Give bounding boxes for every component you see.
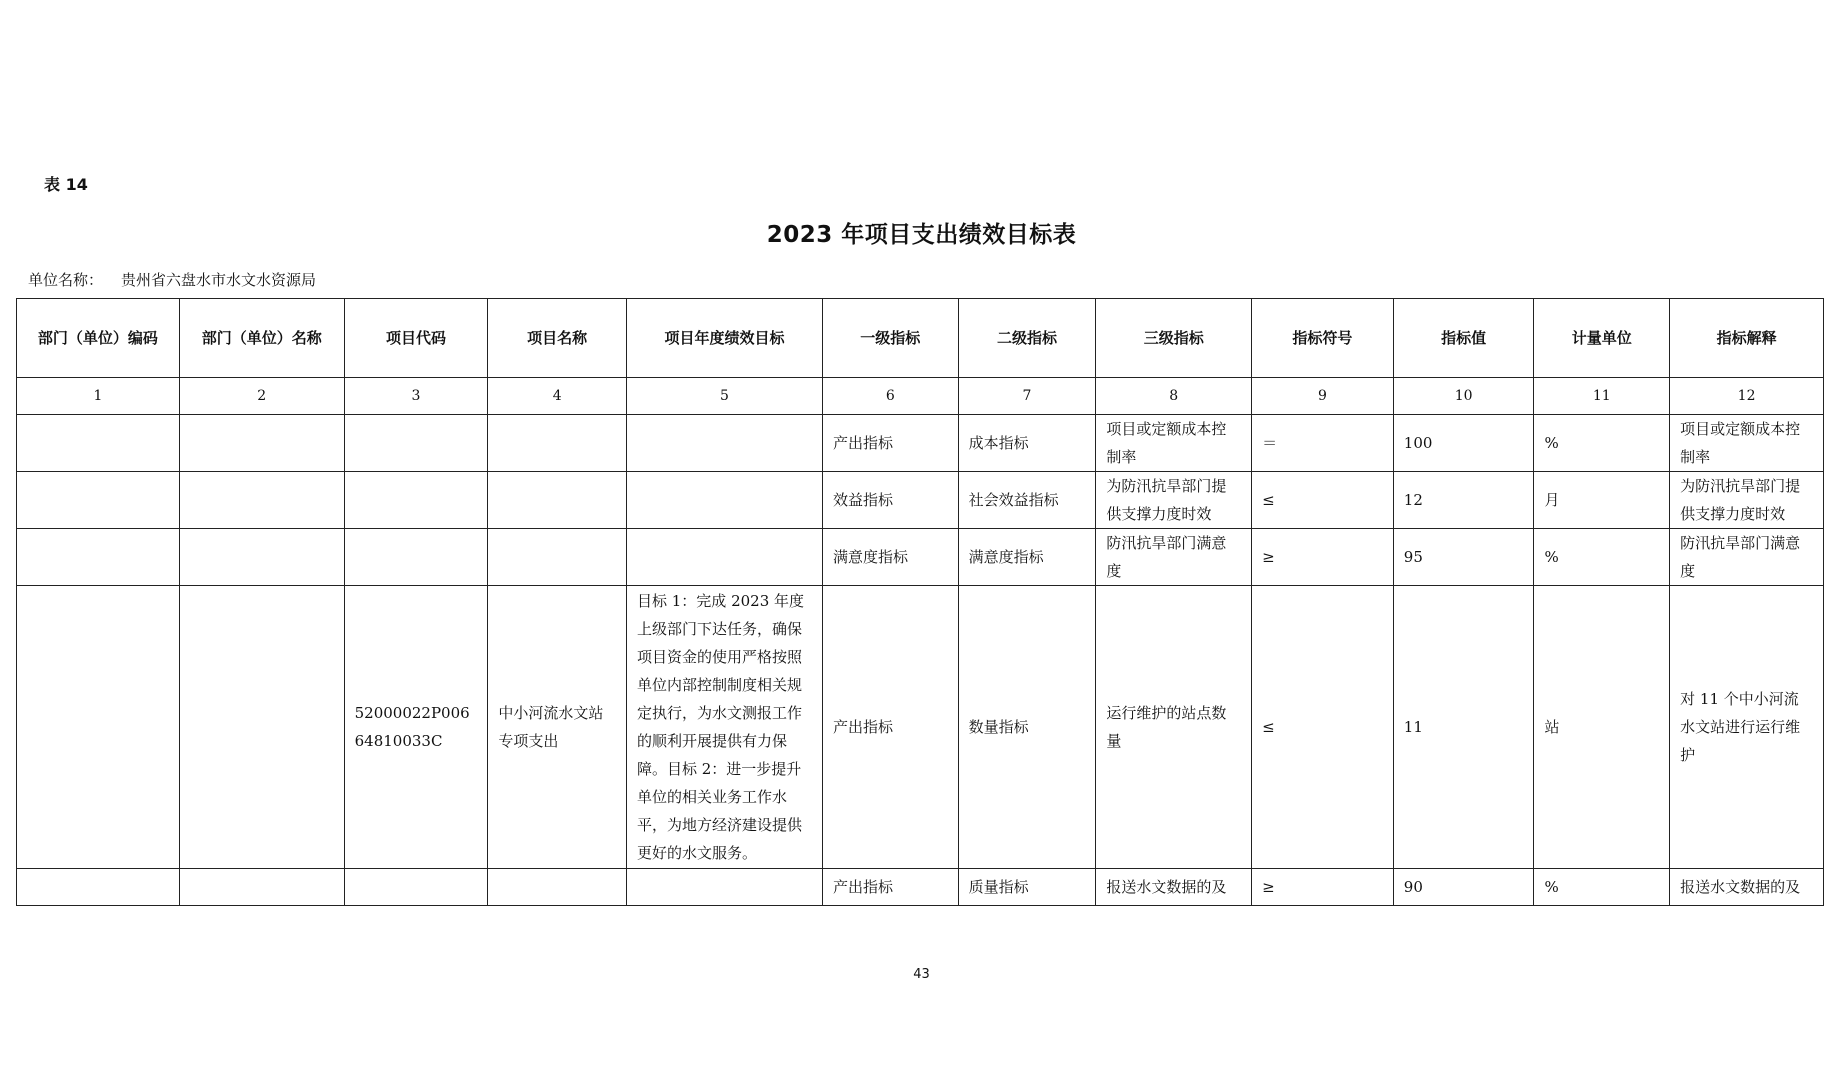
cell-symbol: ≤ (1252, 586, 1394, 869)
cell-level2: 质量指标 (958, 869, 1096, 906)
cell-dept-name (179, 472, 344, 529)
cell-dept-name (179, 415, 344, 472)
cell-annual-target (627, 472, 823, 529)
cell-annual-target (627, 415, 823, 472)
header-project-code: 项目代码 (344, 299, 488, 378)
cell-unit: % (1534, 529, 1670, 586)
cell-level1: 效益指标 (822, 472, 958, 529)
cell-level3: 报送水文数据的及 (1096, 869, 1252, 906)
table-row (17, 415, 1824, 472)
header-dept-code: 部门（单位）编码 (17, 299, 180, 378)
unit-line (28, 269, 316, 290)
cell-project-name (488, 472, 627, 529)
cell-level1: 产出指标 (822, 415, 958, 472)
cell-unit: 站 (1534, 586, 1670, 869)
cell-symbol: ≥ (1252, 529, 1394, 586)
unit-label: 单位名称： (28, 271, 104, 289)
cell-level2: 满意度指标 (958, 529, 1096, 586)
table-row (17, 529, 1824, 586)
cell-level3: 防汛抗旱部门满意度 (1096, 529, 1252, 586)
cell-explanation: 报送水文数据的及 (1670, 869, 1824, 906)
header-project-name: 项目名称 (488, 299, 627, 378)
cell-dept-code (17, 869, 180, 906)
cell-annual-target (627, 869, 823, 906)
cell-project-code (344, 529, 488, 586)
cell-dept-name (179, 869, 344, 906)
cell-explanation: 项目或定额成本控制率 (1670, 415, 1824, 472)
page-number: 43 (913, 967, 930, 982)
cell-project-name (488, 529, 627, 586)
cell-explanation: 为防汛抗旱部门提供支撑力度时效 (1670, 472, 1824, 529)
column-number-row (17, 378, 1824, 415)
cell-symbol: ≤ (1252, 472, 1394, 529)
cell-value: 12 (1393, 472, 1534, 529)
cell-project-code (344, 869, 488, 906)
cell-level1: 产出指标 (822, 586, 958, 869)
cell-symbol: ＝ (1252, 415, 1394, 472)
column-number: 3 (344, 378, 488, 415)
header-level2: 二级指标 (958, 299, 1096, 378)
table-row (17, 869, 1824, 906)
column-number: 12 (1670, 378, 1824, 415)
cell-value: 90 (1393, 869, 1534, 906)
column-number: 10 (1393, 378, 1534, 415)
cell-explanation: 防汛抗旱部门满意度 (1670, 529, 1824, 586)
column-number: 11 (1534, 378, 1670, 415)
cell-value: 100 (1393, 415, 1534, 472)
cell-dept-code (17, 415, 180, 472)
unit-value: 贵州省六盘水市水文水资源局 (121, 271, 317, 289)
column-number: 2 (179, 378, 344, 415)
column-number: 4 (488, 378, 627, 415)
cell-level3: 为防汛抗旱部门提供支撑力度时效 (1096, 472, 1252, 529)
header-row (17, 299, 1824, 378)
cell-level3: 运行维护的站点数量 (1096, 586, 1252, 869)
cell-level1: 满意度指标 (822, 529, 958, 586)
cell-value: 11 (1393, 586, 1534, 869)
table-row (17, 472, 1824, 529)
column-number: 8 (1096, 378, 1252, 415)
cell-project-code (344, 472, 488, 529)
cell-project-name (488, 869, 627, 906)
table-row (17, 586, 1824, 869)
header-unit: 计量单位 (1534, 299, 1670, 378)
header-level3: 三级指标 (1096, 299, 1252, 378)
cell-project-name: 中小河流水文站专项支出 (488, 586, 627, 869)
cell-project-name (488, 415, 627, 472)
cell-project-code: 52000022P00664810033C (344, 586, 488, 869)
cell-dept-name (179, 586, 344, 869)
header-symbol: 指标符号 (1252, 299, 1394, 378)
cell-dept-code (17, 529, 180, 586)
header-dept-name: 部门（单位）名称 (179, 299, 344, 378)
cell-value: 95 (1393, 529, 1534, 586)
cell-level2: 社会效益指标 (958, 472, 1096, 529)
column-number: 5 (627, 378, 823, 415)
cell-level2: 数量指标 (958, 586, 1096, 869)
cell-annual-target: 目标 1：完成 2023 年度上级部门下达任务，确保项目资金的使用严格按照单位内部控制制度相关规定执行，为水文测报工作的顺利开展提供有力保障。目标 2：进一步提升单位的相关业务工作水平，为地方经济建设提供更好的水文服务。 (627, 586, 823, 869)
column-number: 7 (958, 378, 1096, 415)
table-label: 表 14 (44, 175, 88, 194)
cell-dept-code (17, 472, 180, 529)
header-annual-target: 项目年度绩效目标 (627, 299, 823, 378)
cell-unit: % (1534, 415, 1670, 472)
header-explanation: 指标解释 (1670, 299, 1824, 378)
cell-explanation: 对 11 个中小河流水文站进行运行维护 (1670, 586, 1824, 869)
header-level1: 一级指标 (822, 299, 958, 378)
cell-symbol: ≥ (1252, 869, 1394, 906)
cell-project-code (344, 415, 488, 472)
column-number: 9 (1252, 378, 1394, 415)
page-title: 2023 年项目支出绩效目标表 (766, 222, 1077, 248)
performance-table (16, 298, 1824, 906)
cell-level1: 产出指标 (822, 869, 958, 906)
cell-level2: 成本指标 (958, 415, 1096, 472)
cell-dept-name (179, 529, 344, 586)
cell-unit: % (1534, 869, 1670, 906)
cell-dept-code (17, 586, 180, 869)
column-number: 1 (17, 378, 180, 415)
cell-unit: 月 (1534, 472, 1670, 529)
cell-annual-target (627, 529, 823, 586)
column-number: 6 (822, 378, 958, 415)
header-value: 指标值 (1393, 299, 1534, 378)
cell-level3: 项目或定额成本控制率 (1096, 415, 1252, 472)
